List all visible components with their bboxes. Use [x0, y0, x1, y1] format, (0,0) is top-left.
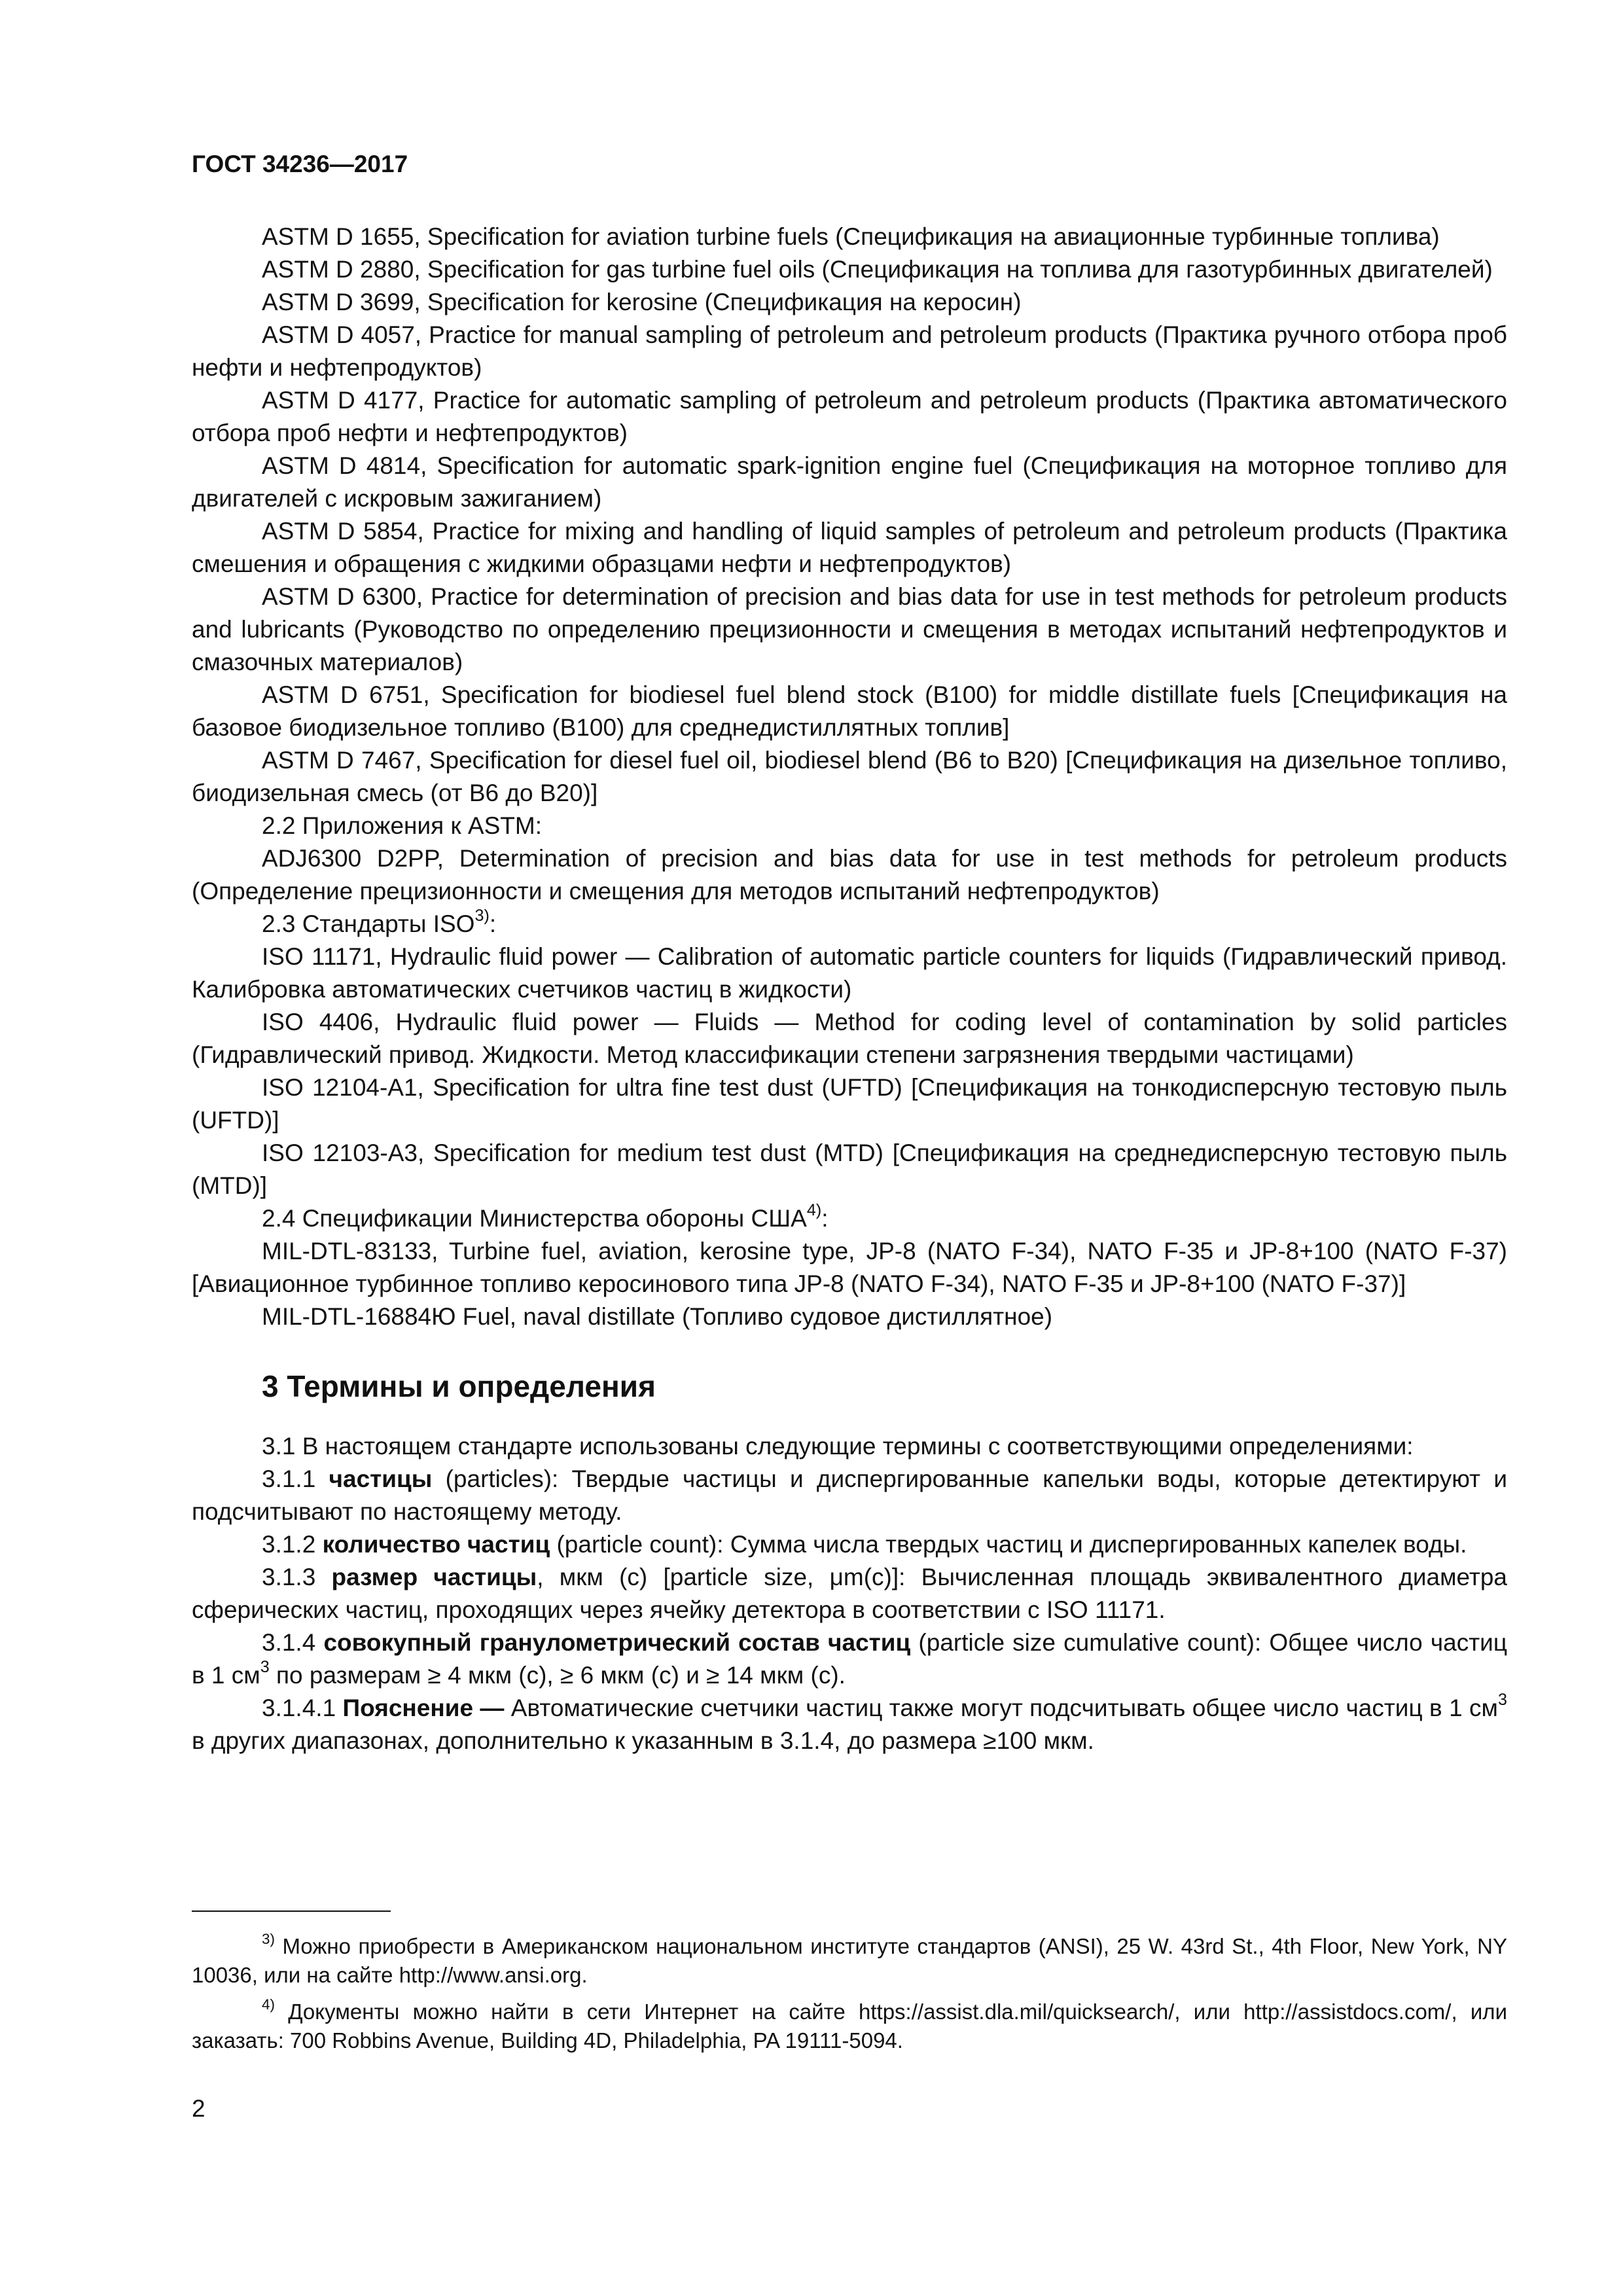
definition-number: 3.1.2	[262, 1531, 323, 1558]
footnote-ref-4[interactable]: 4)	[806, 1200, 822, 1219]
unit-exponent: 3	[260, 1657, 270, 1676]
definition-3-1-2	[192, 1528, 1507, 1561]
definition-term: Пояснение —	[342, 1695, 505, 1721]
document-header: ГОСТ 34236—2017	[192, 151, 408, 177]
reference-entry: ASTM D 2880, Specification for gas turbine fuel oils (Спецификация на топлива для газотурбинных двигателей)	[262, 256, 1493, 283]
definition-text: , мкм (c) [particle size, μm(c)]: Вычисленная площадь эквивалентного диаметра сферических частиц, проходящих через ячейку детектора в соответствии с ISO 11171.	[192, 1564, 1507, 1623]
reference-entry: ISO 4406, Hydraulic fluid power — Fluids — Method for coding level of contamination by solid particles (Гидравлический привод. Жидкости. Метод классификации степени загрязнения твердыми частицами)	[192, 1009, 1507, 1068]
definition-3-1-4-1	[192, 1692, 1507, 1757]
footnotes	[192, 1932, 1507, 2063]
footnote-mark: 3)	[262, 1930, 275, 1947]
section-heading-3: 3 Термины и определения	[262, 1369, 656, 1403]
footnote-ref-3[interactable]: 3)	[474, 906, 490, 925]
footnote-text: Документы можно найти в сети Интернет на сайте https://assist.dla.mil/quicksearch/, или http://assistdocs.com/, или заказать: 700 Robbins Avenue, Building 4D, Philadelphia, PA 19111-5094.	[192, 2000, 1507, 2053]
definition-term: количество частиц	[322, 1531, 550, 1558]
reference-entry: ASTM D 3699, Specification for kerosine (Спецификация на керосин)	[262, 289, 1022, 315]
reference-entry: ASTM D 4814, Specification for automatic spark-ignition engine fuel (Спецификация на моторное топливо для двигателей с искровым зажиганием)	[192, 452, 1507, 512]
reference-entry: ISO 12104-A1, Specification for ultra fine test dust (UFTD) [Спецификация на тонкодисперсную тестовую пыль (UFTD)]	[192, 1074, 1507, 1134]
subsection-heading-2-3	[192, 908, 1507, 941]
definition-3-1-4	[192, 1626, 1507, 1692]
footnote-3	[192, 1932, 1507, 1990]
definition-number: 3.1.3	[262, 1564, 332, 1590]
definition-number: 3.1.4	[262, 1629, 324, 1656]
definition-text: (particle count): Сумма числа твердых частиц и диспергированных капелек воды.	[550, 1531, 1467, 1558]
reference-entry: MIL-DTL-83133, Turbine fuel, aviation, kerosine type, JP-8 (NATO F-34), NATO F-35 и JP-8+100 (NATO F-37) [Авиационное турбинное топливо керосинового типа JP-8 (NATO F-34), NATO F-35 и JP-8+100 (NATO F-37)]	[192, 1238, 1507, 1297]
definition-term: совокупный гранулометрический состав частиц	[323, 1629, 911, 1656]
footnote-divider	[192, 1910, 391, 1912]
reference-entry: ASTM D 1655, Specification for aviation turbine fuels (Спецификация на авиационные турбинные топлива)	[262, 223, 1440, 250]
reference-entry: MIL-DTL-16884Ю Fuel, naval distillate (Топливо судовое дистиллятное)	[262, 1303, 1053, 1330]
definition-text: по размерам ≥ 4 мкм (c), ≥ 6 мкм (c) и ≥ 14 мкм (c).	[269, 1662, 846, 1689]
definition-term: размер частицы	[331, 1564, 537, 1590]
subsection-heading-2-2: 2.2 Приложения к ASTM:	[262, 812, 542, 839]
reference-entry: ISO 12103-A3, Specification for medium test dust (MTD) [Спецификация на среднедисперсную тестовую пыль (MTD)]	[192, 1139, 1507, 1199]
reference-entry: ASTM D 6751, Specification for biodiesel fuel blend stock (B100) for middle distillate fuels [Спецификация на базовое биодизельное топливо (B100) для среднедистиллятных топлив]	[192, 681, 1507, 741]
definition-text: (particle size cumulative count): Общее число частиц в 1 см	[192, 1629, 1508, 1689]
footnote-4	[192, 1998, 1507, 2055]
footnote-text: Можно приобрести в Американском национальном институте стандартов (ANSI), 25 W. 43rd St., 4th Floor, New York, NY 10036, или на сайте http://www.ansi.org.	[192, 1934, 1507, 1987]
unit-exponent: 3	[1497, 1690, 1507, 1709]
reference-entry: ASTM D 4057, Practice for manual sampling of petroleum and petroleum products (Практика ручного отбора проб нефти и нефтепродуктов)	[192, 321, 1507, 381]
page-number: 2	[192, 2095, 205, 2122]
definition-text: Автоматические счетчики частиц также могут подсчитывать общее число частиц в 1 см	[504, 1695, 1498, 1721]
heading-text: 2.3 Стандарты ISO	[262, 910, 475, 937]
heading-colon: :	[489, 910, 497, 937]
definition-text: (particles): Твердые частицы и диспергированные капельки воды, которые детектируют и подсчитывают по настоящему методу.	[192, 1465, 1507, 1525]
subsection-heading-2-4	[192, 1202, 1507, 1235]
reference-entry: ASTM D 7467, Specification for diesel fuel oil, biodiesel blend (B6 to B20) [Спецификация на дизельное топливо, биодизельная смесь (от B6 до B20)]	[192, 747, 1507, 806]
definition-text: в других диапазонах, дополнительно к указанным в 3.1.4, до размера ≥100 мкм.	[192, 1727, 1094, 1754]
document-body	[192, 221, 1507, 1757]
definition-3-1-3	[192, 1561, 1507, 1626]
heading-colon: :	[821, 1205, 829, 1232]
reference-entry: ASTM D 5854, Practice for mixing and handling of liquid samples of petroleum and petroleum products (Практика смешения и обращения с жидкими образцами нефти и нефтепродуктов)	[192, 518, 1507, 577]
definition-number: 3.1.4.1	[262, 1695, 343, 1721]
reference-entry: ISO 11171, Hydraulic fluid power — Calibration of automatic particle counters for liquids (Гидравлический привод. Калибровка автоматических счетчиков частиц в жидкости)	[192, 943, 1507, 1003]
definition-number: 3.1.1	[262, 1465, 329, 1492]
definition-term: частицы	[329, 1465, 433, 1492]
footnote-mark: 4)	[262, 1996, 275, 2013]
definition-3-1-1	[192, 1463, 1507, 1528]
heading-text: 2.4 Спецификации Министерства обороны США	[262, 1205, 807, 1232]
reference-entry: ASTM D 4177, Practice for automatic sampling of petroleum and petroleum products (Практика автоматического отбора проб нефти и нефтепродуктов)	[192, 387, 1507, 446]
paragraph-3-1: 3.1 В настоящем стандарте использованы следующие термины с соответствующими определениями:	[262, 1433, 1414, 1460]
reference-entry: ADJ6300 D2PP, Determination of precision and bias data for use in test methods for petroleum products (Определение прецизионности и смещения для методов испытаний нефтепродуктов)	[192, 845, 1507, 905]
reference-entry: ASTM D 6300, Practice for determination of precision and bias data for use in test methods for petroleum products and lubricants (Руководство по определению прецизионности и смещения в методах испытаний нефтепродуктов и смазочных материалов)	[192, 583, 1507, 675]
